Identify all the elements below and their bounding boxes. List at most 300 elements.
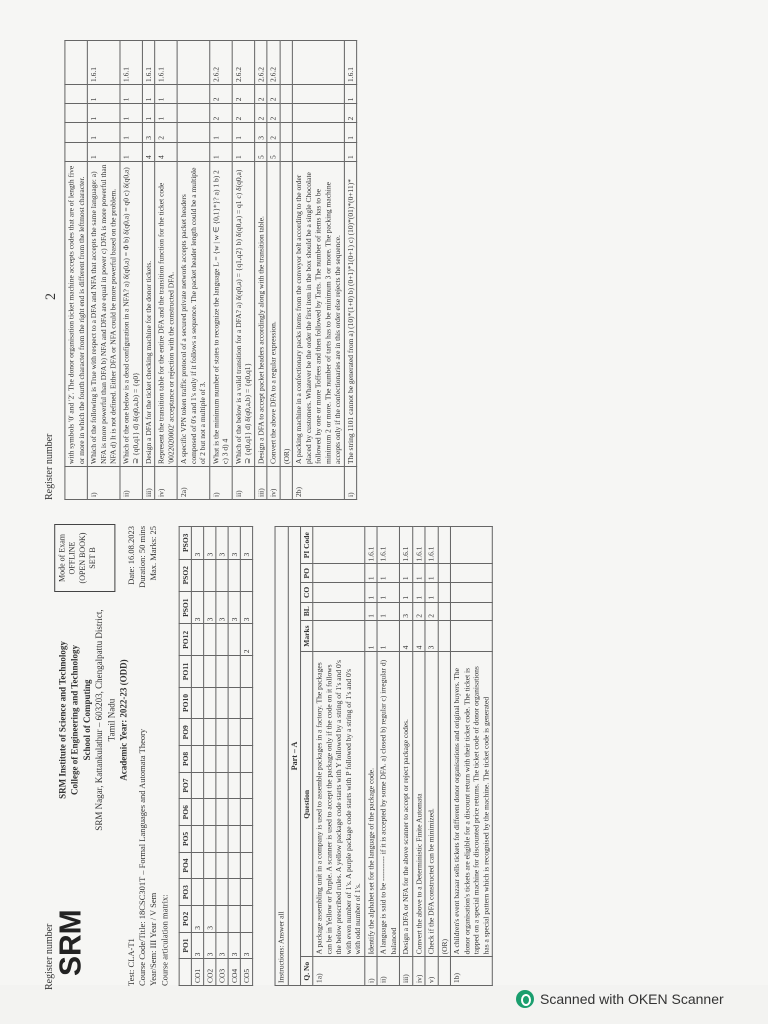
test-name: Test: CLA-T1 [125,938,136,986]
co-cell [216,624,228,656]
part-title-row [288,527,301,986]
question-cell: 1 [377,564,399,583]
co-cell [228,656,240,687]
co-header-cell: PO10 [179,687,191,719]
question-cell [65,41,87,85]
question-cell: 1 [119,85,141,104]
question-cell: 1.6.1 [425,527,438,564]
co-header-cell: PO6 [179,799,191,826]
question-table-header [301,527,313,986]
co-cell: 3 [204,591,216,623]
question-cell: 1.6.1 [155,41,177,85]
co-cell: CO3 [216,959,228,986]
question-text: A package assembling unit in a company is used to assemble packages in a factory. The packages can be in Yellow or Purple. A scanner is used to accept the package only if the code on it follows the below prescribed rules. A yellow package code starts with Y followed by a string of 1's and 0's with even number of 1's. A purple package code starts with P followed by a string of 1's and 0's with odd number of 1's. [313,652,365,957]
question-row [292,41,344,500]
co-cell [228,879,240,906]
question-row [377,527,399,986]
question-cell: iv) [155,467,177,500]
co-cell: 3 [240,591,252,623]
co-cell: 3 [216,527,228,560]
question-text: Design a DFA to accept packet headers accordingly along with the transition table. [254,162,267,467]
question-cell [65,123,87,142]
scanner-logo-icon [516,990,534,1008]
co-table-row [228,527,240,986]
question-cell [177,41,209,85]
co-cell [204,656,216,687]
question-row [119,41,141,500]
co-cell [191,559,203,591]
question-cell: 2 [254,85,267,104]
co-cell [204,852,216,879]
question-cell: 1 [344,123,357,142]
co-cell [240,799,252,826]
co-cell: 2 [240,624,252,656]
co-header-cell: PO2 [179,906,191,933]
question-cell: 4 [399,620,412,652]
question-cell: 5 [254,142,267,161]
question-row [65,41,87,500]
mode-line: (OPEN BOOK) [77,532,87,584]
co-cell [216,719,228,746]
question-cell: iii) [399,957,412,986]
question-cell: 1.6.1 [412,527,425,564]
question-cell: 1 [119,142,141,161]
question-text: Which of the one below is a dead configuration in a NFA? a) δ(q0,a) = Φ b) δ(q0,a) = q0 c) δ(q0,a) ⊇ {q0,q1} d) δ(q0,a,b) = {q0} [119,162,141,467]
co-table-row [191,527,203,986]
co-cell [240,687,252,719]
question-cell: 1 [412,583,425,603]
co-cell: 3 [191,527,203,560]
co-cell [240,719,252,746]
question-row [232,41,254,500]
co-cell: CO4 [228,959,240,986]
question-cell [438,564,451,583]
co-table-header [179,527,191,986]
question-cell [280,41,293,85]
co-cell [240,826,252,853]
question-cell: ii) [119,467,141,500]
instructions-row [275,527,288,986]
year-sem: Year/Sem: III Year / V Sem [148,892,159,986]
co-cell [240,559,252,591]
co-cell [228,772,240,799]
question-cell [313,620,365,652]
co-cell: 3 [191,906,203,933]
institute-address: SRM Nagar, Kattankulathur – 603203, Chengalpattu District, Tamil Nadu [93,609,117,831]
question-row [254,41,267,500]
question-cell: 1 [399,583,412,603]
question-cell: 2 [267,123,280,142]
question-cell: 1 [364,564,377,583]
question-cell: 2 [425,602,438,620]
question-cell [280,467,293,500]
question-cell [313,564,365,583]
college-name: College of Engineering and Technology [69,644,80,796]
question-cell: 1.6.1 [119,41,141,85]
question-cell: 5 [267,142,280,161]
question-cell: 2 [412,602,425,620]
question-header-cell: PI Code [301,527,313,564]
question-cell: 3 [425,620,438,652]
question-cell: 2 [209,85,231,104]
question-cell [438,583,451,603]
question-cell: 1 [344,142,357,161]
co-cell: 3 [228,932,240,959]
scanner-text: Scanned with OKEN Scanner [540,991,724,1007]
question-text: Convert the above DFA to a regular expression. [267,162,280,467]
co-cell: CO2 [204,959,216,986]
max-marks: Max. Marks: 25 [148,526,159,581]
left-page [44,520,717,990]
question-cell: 1 [119,123,141,142]
question-cell [450,564,492,583]
question-cell: 1 [377,583,399,603]
question-cell: 1 [142,104,155,123]
question-cell: 1.6.1 [399,527,412,564]
co-cell [191,879,203,906]
question-row [399,527,412,986]
question-row [313,527,365,986]
co-cell [191,826,203,853]
question-cell: i) [344,467,357,500]
co-header-cell: PO9 [179,719,191,746]
question-cell: 1 [232,142,254,161]
co-header-cell: PSO3 [179,527,191,560]
question-header-cell: CO [301,583,313,603]
co-cell [228,559,240,591]
question-text: with symbols '0' and '2'. The donor organisation ticket machine accepts codes that are of length five or more in which the fourth character from the right end is different from the leftmost character. [65,162,87,467]
question-cell: i) [364,957,377,986]
co-cell [191,799,203,826]
co-cell [216,826,228,853]
institute-header [56,600,129,840]
question-cell: 2.6.2 [232,41,254,85]
co-cell [240,906,252,933]
co-table-row [204,527,216,986]
co-cell [228,799,240,826]
question-row [155,41,177,500]
question-cell [292,104,344,123]
co-header-cell: PO1 [179,932,191,959]
question-cell: 1.6.1 [364,527,377,564]
co-header-cell: PO4 [179,852,191,879]
rotated-document [44,30,738,990]
question-text: A language is said to be ---------- if it is accepted by some DFA. a) closed b) regular c) irregular d) balanced [377,652,399,957]
question-row [87,41,119,500]
question-cell: 1 [344,85,357,104]
question-cell: i) [209,467,231,500]
co-cell: 3 [204,527,216,560]
question-cell: 1 [377,620,399,652]
exam-mode-box [54,524,115,592]
co-cell [240,772,252,799]
question-cell [65,85,87,104]
co-cell [216,879,228,906]
question-cell: 2.6.2 [267,41,280,85]
co-cell: 3 [191,591,203,623]
question-cell: 4 [155,142,177,161]
question-row [267,41,280,500]
question-header-cell: Q. No [301,957,313,986]
question-cell: 1.6.1 [87,41,119,85]
question-text: Which of the following is True with respect to a DFA and NFA that accepts the same language: a) NFA is more powerful than DFA b) NFA and DFA are equal in power c) DFA is more powerful than NFA d) It is not defined. Either DFA or NFA could be more powerful based on the problem. [87,162,119,467]
question-cell [292,123,344,142]
question-cell [313,583,365,603]
question-cell: 1a) [313,957,365,986]
question-text: A packing machine in a confectionary packs items from the conveyor belt according to the order placed by customers. Whatever be the order the first item in the box should be a single Chocolate followed by one or more Toffees and then followed by Tarts. The number of items has to be minimum 2 or more. The number of tarts has to be minimum 3 or more. The packing machine accepts only if the confectionaries are in this order else rejects the sequence. [292,162,344,467]
co-cell [216,852,228,879]
co-header-cell: PO7 [179,772,191,799]
co-header-cell: PSO1 [179,591,191,623]
question-row [280,41,293,500]
question-cell: 1 [155,85,177,104]
question-cell [65,467,87,500]
co-table-row [216,527,228,986]
question-row [438,527,451,986]
question-cell: 2 [267,104,280,123]
co-cell [216,687,228,719]
matrix-label: Course articulation matrix: [159,894,170,986]
co-cell [228,852,240,879]
question-cell: 1 [425,583,438,603]
question-cell: v) [425,957,438,986]
co-cell [228,719,240,746]
question-row [142,41,155,500]
question-cell: 1 [209,123,231,142]
co-cell [228,687,240,719]
question-cell [313,602,365,620]
co-table-row [240,527,252,986]
co-cell: 3 [191,932,203,959]
co-cell [204,746,216,773]
question-cell: 4 [412,620,425,652]
institute-name: SRM Institute of Science and Technology [57,641,68,799]
co-header-cell: PO12 [179,624,191,656]
co-cell [204,559,216,591]
question-text: A specific VPN token traffic protocol of a secured private network accepts packet headers composed of 0's and 1's only if it follows a sequence. The packet header length could be a multiple of 2 but not a multiple of 3. [177,162,209,467]
question-cell [280,123,293,142]
question-cell [65,142,87,161]
question-cell [450,527,492,564]
question-cell [292,142,344,161]
question-header-cell: BL [301,602,313,620]
question-text: Design a DFA for the ticket checking machine for the donor tickets. [142,162,155,467]
mode-line: SET B [87,547,98,569]
question-cell [177,104,209,123]
exam-info [126,526,171,986]
question-text: Identify the alphabet set for the language of the package code. [364,652,377,957]
question-cell: 1 [209,142,231,161]
co-cell [191,656,203,687]
co-cell [240,746,252,773]
question-cell: 1 [399,564,412,583]
question-cell [450,583,492,603]
scanner-watermark [516,990,724,1008]
question-cell: 1 [87,123,119,142]
co-cell [204,772,216,799]
co-cell [228,826,240,853]
question-cell: 1.6.1 [377,527,399,564]
co-cell: 3 [240,527,252,560]
co-cell [204,879,216,906]
question-cell: 1 [87,104,119,123]
exam-date: Date: 16.08.2023 [125,526,136,585]
question-cell: iii) [254,467,267,500]
co-cell: 3 [216,932,228,959]
question-cell: 1b) [450,957,492,986]
mode-line: Mode of Exam [57,534,67,582]
co-header-cell: PO3 [179,879,191,906]
question-cell [65,104,87,123]
question-row [425,527,438,986]
question-cell [438,527,451,564]
co-cell [191,719,203,746]
question-cell [177,142,209,161]
question-cell: 1 [142,85,155,104]
question-cell: 2 [344,104,357,123]
co-cell [191,852,203,879]
co-cell [228,624,240,656]
question-cell [177,85,209,104]
co-cell [216,799,228,826]
co-header-cell: PSO2 [179,559,191,591]
question-row [177,41,209,500]
question-cell: 1 [87,85,119,104]
question-row [209,41,231,500]
academic-year: Academic Year: 2022-23 (ODD) [118,659,129,781]
question-cell: 2.6.2 [254,41,267,85]
question-header-cell: Question [301,652,313,957]
question-row [412,527,425,986]
instructions-text: Instructions: Answer all [275,527,288,986]
question-cell: 1 [87,142,119,161]
co-cell [204,687,216,719]
question-cell: 3 [254,123,267,142]
question-row [344,41,357,500]
question-cell: 1 [425,564,438,583]
question-cell: 1 [364,620,377,652]
right-question-table [64,40,357,500]
question-cell: 1 [232,123,254,142]
question-cell [280,85,293,104]
co-cell [191,687,203,719]
question-cell: 2 [155,123,177,142]
question-cell [450,620,492,652]
question-text: A children's event bazaar sells tickets for different donor organisations and original buyers. The donor organisation's tickets are eligible for a discount return with their ticket code. The ticket is tapped on a special machine for discounted price returns. The ticket code of donor organisations has a special pattern which is recognised by the machine. The ticket code is generated [450,652,492,957]
right-page [44,40,717,500]
course-articulation-table [179,526,253,986]
co-cell [191,746,203,773]
co-cell [228,906,240,933]
co-cell [228,746,240,773]
co-cell: 3 [228,591,240,623]
register-number-label: Register number [44,433,56,500]
question-text: Convert the above to a Deterministic Finite Automata [412,652,425,957]
co-cell: 3 [216,591,228,623]
co-cell [240,879,252,906]
question-cell: 2.6.2 [209,41,231,85]
question-cell: 2 [254,104,267,123]
question-cell: ii) [232,467,254,500]
question-cell: 1 [119,104,141,123]
co-cell [191,624,203,656]
co-cell [204,799,216,826]
question-row [450,527,492,986]
co-cell [204,719,216,746]
question-cell: iv) [267,467,280,500]
question-cell [438,602,451,620]
course-title: Course Code/Title: 18CSC301T – Formal Languages and Automata Theory [136,728,148,986]
question-text: Check if the DFA constructed can be minimized. [425,652,438,957]
co-cell: 3 [204,932,216,959]
co-cell: CO1 [191,959,203,986]
co-cell: 3 [228,527,240,560]
question-cell: 1 [377,602,399,620]
co-cell [191,772,203,799]
question-cell: 2 [209,104,231,123]
question-cell [313,527,365,564]
question-cell: 3 [399,602,412,620]
question-cell: 2 [232,85,254,104]
question-cell [280,142,293,161]
co-header-cell: PO11 [179,656,191,687]
page-marker: 2 [44,293,60,300]
question-cell: 1.6.1 [142,41,155,85]
question-cell [438,957,451,986]
co-cell: 3 [204,906,216,933]
question-header-cell: Marks [301,620,313,652]
co-cell [204,826,216,853]
register-number-label: Register number [44,923,56,990]
question-text: Represent the transition table for the entire DFA and the transition function for the ticket code '0022020002' acceptance or rejection with the constructed DFA. [155,162,177,467]
co-cell [216,906,228,933]
question-cell [292,85,344,104]
co-cell [216,559,228,591]
mode-line: OFFLINE [67,541,77,575]
question-cell: 1.6.1 [344,41,357,85]
question-text: Which of the below is a valid transition for a DFA? a) δ(q0,a) = {q1,q2} b) δ(q0,a) = q1 c) δ(q0,a) ⊇ {q0,q1} d) δ(q0,a,b) = {q0,q1} [232,162,254,467]
question-row [364,527,377,986]
question-cell: 1 [412,564,425,583]
srm-logo: SRM [54,909,88,976]
question-cell: 2 [267,85,280,104]
co-header-cell: PO8 [179,746,191,773]
co-cell [240,656,252,687]
question-cell: 4 [142,142,155,161]
question-cell: 2 [232,104,254,123]
question-text: (OR) [438,652,451,957]
co-cell [204,624,216,656]
question-cell: 1 [364,583,377,603]
question-cell: 2b) [292,467,344,500]
part-title: Part – A [288,527,301,986]
question-cell: i) [87,467,119,500]
co-header-cell: PO5 [179,826,191,853]
question-text: The string 1101 cannot be generated from a) (10)*(1+0) b) (0+1)*1(0+1) c) (10)*(01)*(0+11)* [344,162,357,467]
question-text: What is the minimum number of states to recognize the language L = {w | w ∈ {0,1}*}? a) 1 b) 2 c) 3 d) 4 [209,162,231,467]
co-cell [240,852,252,879]
part-a-question-table [275,526,493,986]
co-cell [216,772,228,799]
question-cell [280,104,293,123]
co-cell [216,746,228,773]
question-cell [450,602,492,620]
question-cell: 1 [155,104,177,123]
question-cell: ii) [377,957,399,986]
school-name: School of Computing [81,679,92,761]
question-cell: iv) [412,957,425,986]
co-cell: 3 [240,932,252,959]
